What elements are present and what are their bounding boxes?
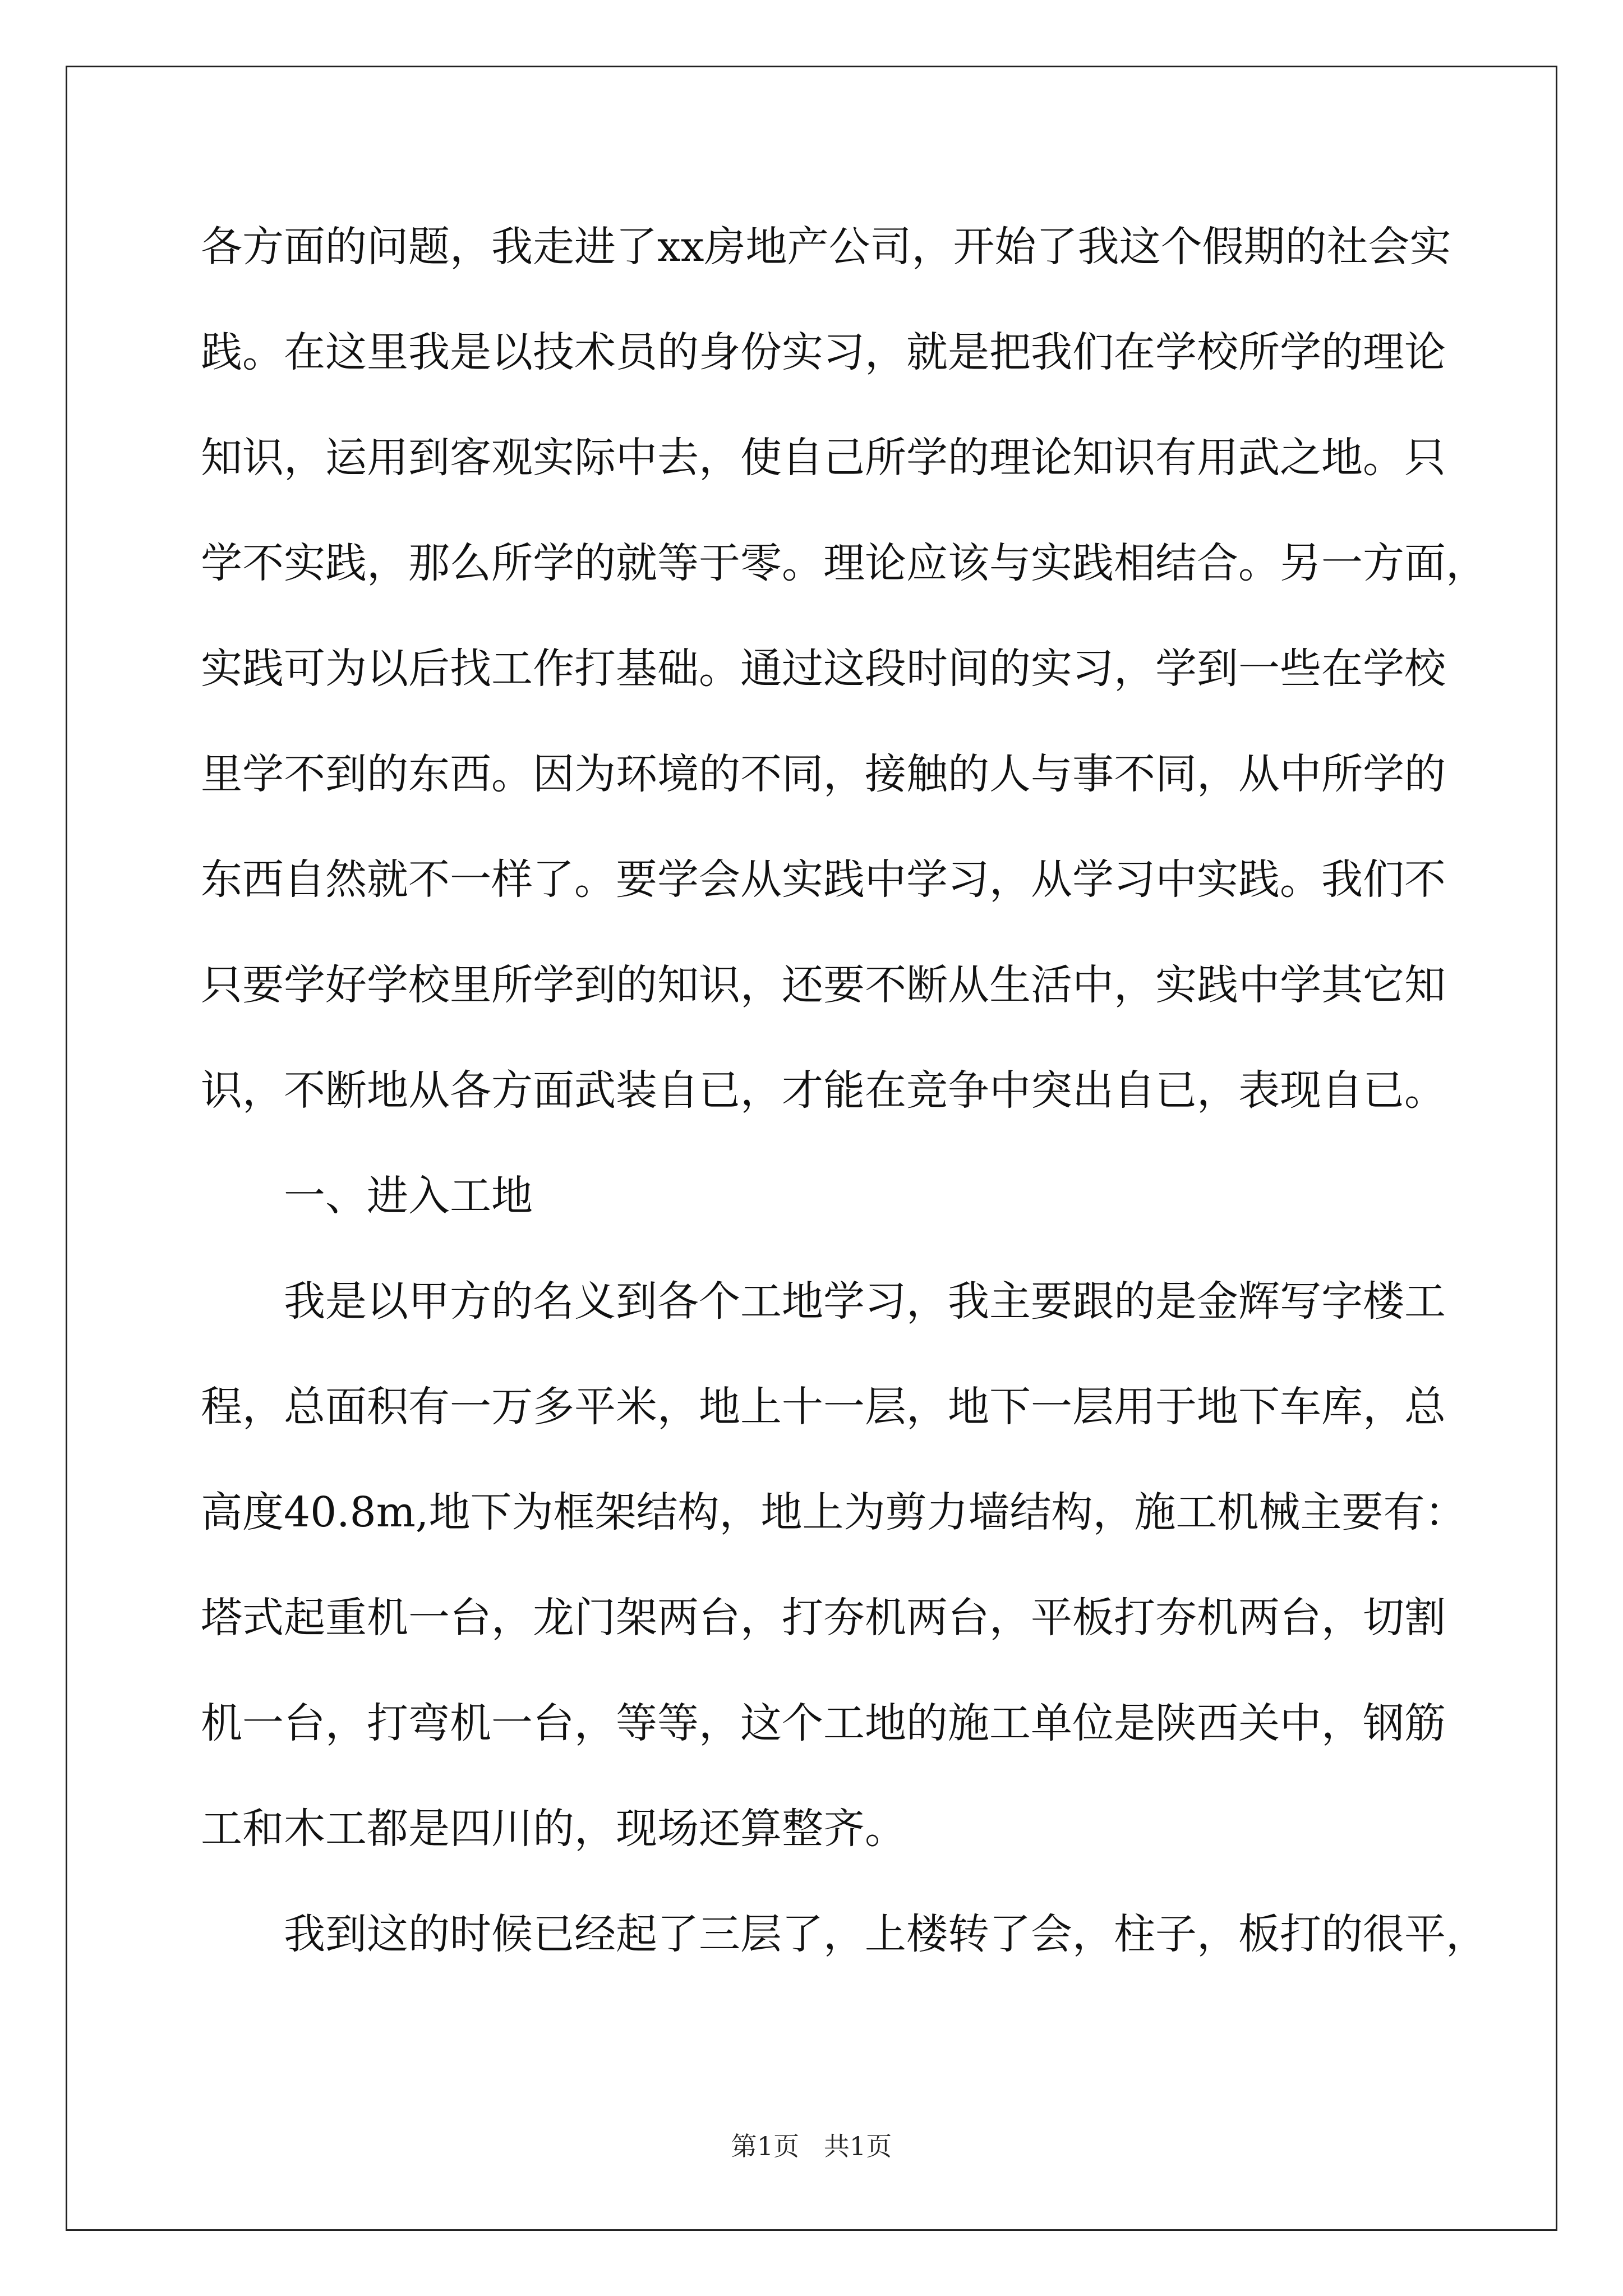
- text-line: 识，不断地从各方面武装自已，才能在竞争中突出自已，表现自已。: [201, 1066, 1446, 1115]
- text-line: 程，总面积有一万多平米，地上十一层，地下一层用于地下车库，总: [201, 1383, 1446, 1431]
- text-line: 里学不到的东西。因为环境的不同，接触的人与事不同，从中所学的: [201, 750, 1446, 798]
- text-line: 只要学好学校里所学到的知识，还要不断从生活中，实践中学其它知: [201, 961, 1446, 1009]
- text-line: 各方面的问题，我走进了xx房地产公司，开始了我这个假期的社会实: [201, 223, 1451, 271]
- text-line: 实践可为以后找工作打基础。通过这段时间的实习，学到一些在学校: [201, 645, 1446, 693]
- text-line: 我是以甲方的名义到各个工地学习，我主要跟的是金辉写字楼工: [284, 1277, 1446, 1326]
- text-line: 高度40.8m,地下为框架结构，地上为剪力墙结构，施工机械主要有：: [201, 1488, 1467, 1536]
- text-line: 机一台，打弯机一台，等等，这个工地的施工单位是陕西关中，钢筋: [201, 1699, 1446, 1747]
- text-line: 学不实践，那么所学的就等于零。理论应该与实践相结合。另一方面，: [201, 539, 1487, 587]
- text-line: 工和木工都是四川的，现场还算整齐。: [201, 1805, 906, 1853]
- text-line: 知识，运用到客观实际中去，使自己所学的理论知识有用武之地。只: [201, 434, 1446, 482]
- text-line: 践。在这里我是以技术员的身份实习，就是把我们在学校所学的理论: [201, 328, 1446, 376]
- text-line: 塔式起重机一台，龙门架两台，打夯机两台，平板打夯机两台，切割: [201, 1594, 1446, 1642]
- text-line: 我到这的时候已经起了三层了，上楼转了会，柱子，板打的很平，: [284, 1910, 1487, 1958]
- page-footer: 第1页 共1页: [731, 2131, 892, 2161]
- text-line: 东西自然就不一样了。要学会从实践中学习，从学习中实践。我们不: [201, 855, 1446, 904]
- section-heading: 一、进入工地: [284, 1172, 533, 1220]
